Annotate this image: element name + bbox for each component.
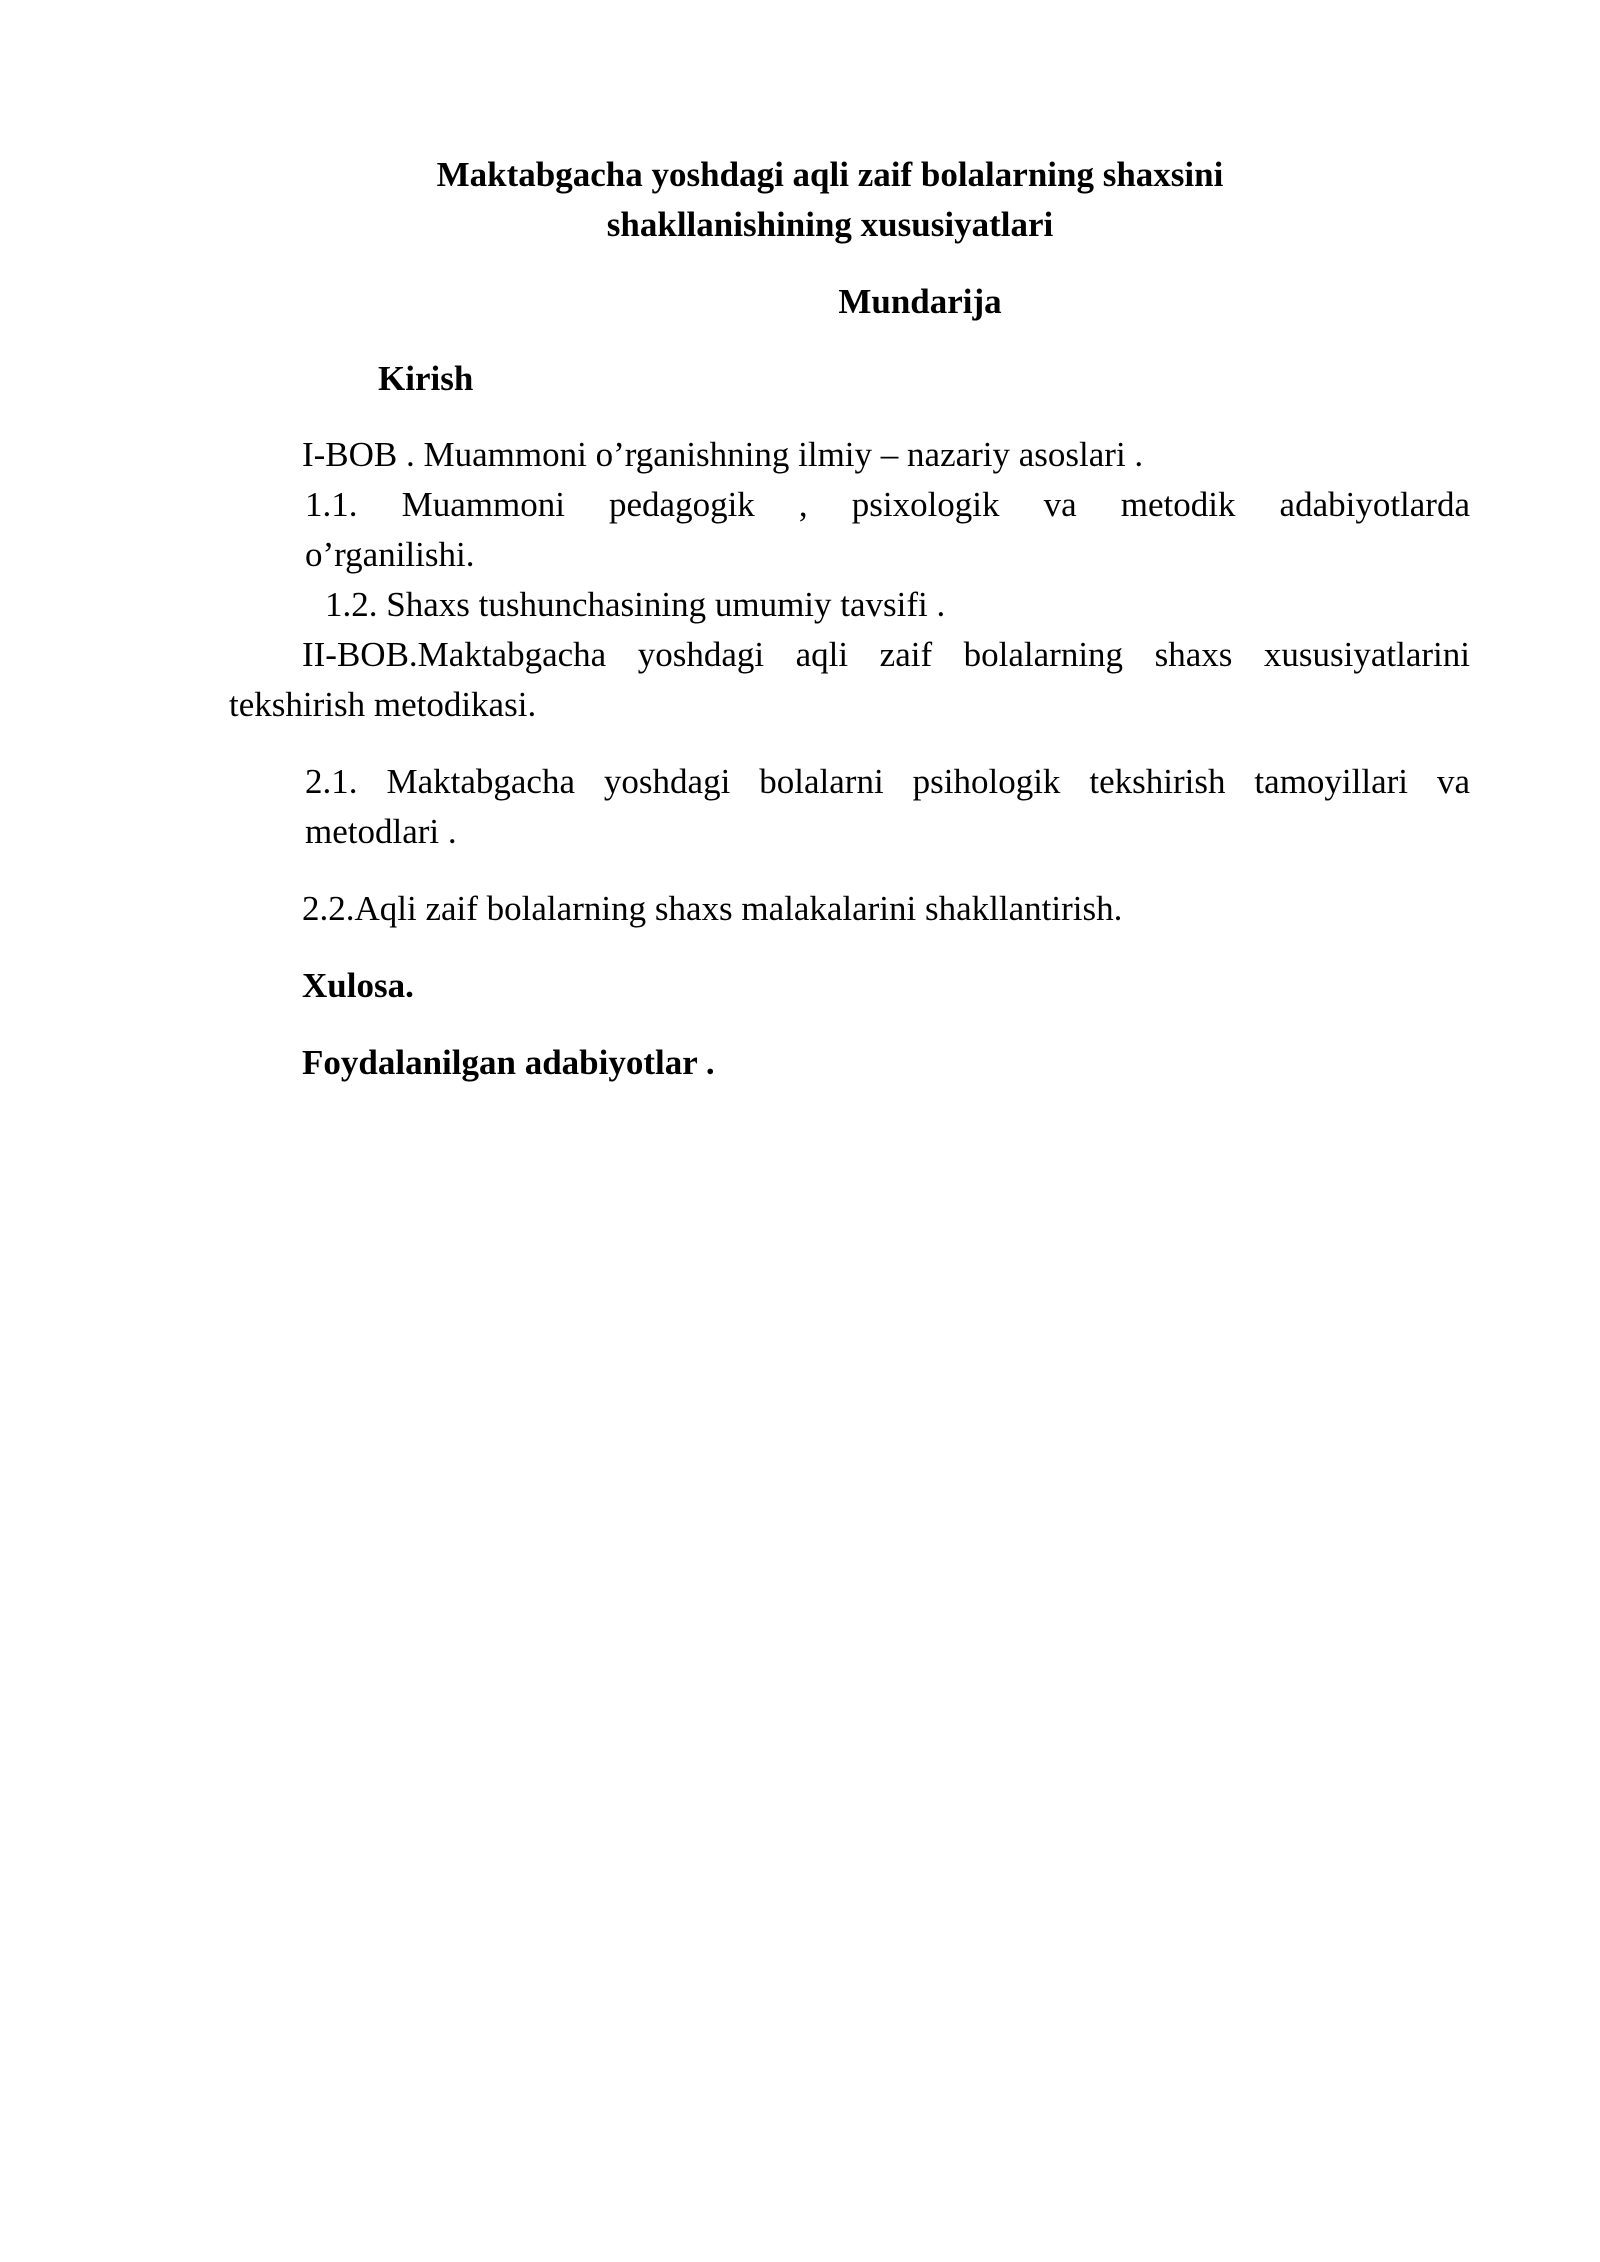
toc-item-chapter-2-continued: tekshirish metodikasi. — [229, 685, 537, 724]
document-title-line-2: shakllanishining xususiyatlari — [606, 205, 1054, 244]
toc-item-chapter-2: II-BOB.Maktabgacha yoshdagi aqli zaif bolalarning shaxs xususiyatlarini — [302, 635, 1470, 674]
toc-heading: Mundarija — [838, 282, 1002, 321]
toc-item-section-1-1-continued: o’rganilishi. — [305, 535, 475, 574]
toc-item-section-2-1-continued: metodlari . — [305, 812, 457, 851]
toc-item-conclusion: Xulosa. — [302, 966, 414, 1005]
document-title-line-1: Maktabgacha yoshdagi aqli zaif bolalarning shaxsini — [436, 155, 1224, 194]
toc-item-section-1-1: 1.1. Muammoni pedagogik , psixologik va metodik adabiyotlarda — [305, 485, 1470, 524]
toc-item-section-2-2: 2.2.Aqli zaif bolalarning shaxs malakalarini shakllantirish. — [302, 889, 1123, 928]
toc-item-section-1-2: 1.2. Shaxs tushunchasining umumiy tavsifi . — [325, 585, 946, 624]
toc-item-references: Foydalanilgan adabiyotlar . — [302, 1043, 715, 1082]
toc-item-intro: Kirish — [378, 359, 474, 398]
toc-item-chapter-1: I-BOB . Muammoni o’rganishning ilmiy – nazariy asoslari . — [302, 435, 1144, 474]
toc-item-section-2-1: 2.1. Maktabgacha yoshdagi bolalarni psihologik tekshirish tamoyillari va — [305, 762, 1470, 801]
